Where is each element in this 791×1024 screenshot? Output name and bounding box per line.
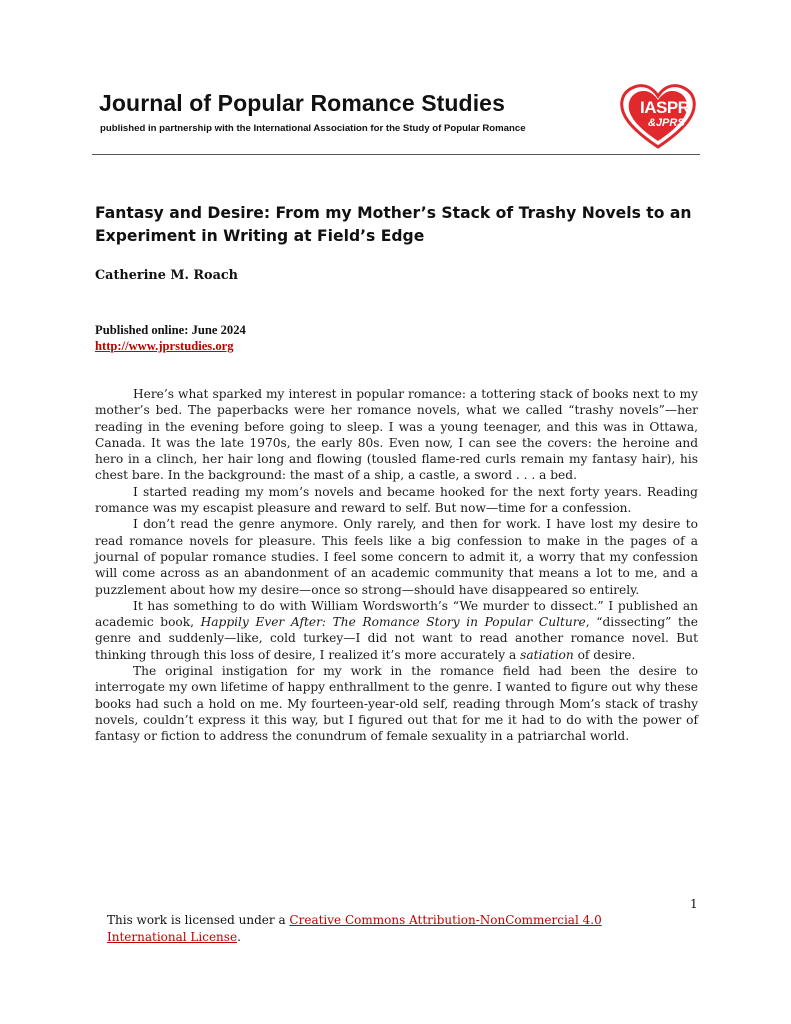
license-link[interactable]: Creative Commons Attribution-NonCommercial 4.0 International License xyxy=(107,913,602,944)
paragraph-4-text-c: of desire. xyxy=(573,647,636,662)
page-number: 1 xyxy=(690,897,698,911)
paragraph-4-text-a: It has something to do with William Wordsworth’s “We murder to dissect.” I published an academic book, xyxy=(95,598,698,630)
license-prefix: This work is licensed under a xyxy=(107,913,290,927)
license-suffix: . xyxy=(237,930,241,944)
published-date: Published online: June 2024 xyxy=(95,323,246,337)
paragraph-3: I don’t read the genre anymore. Only rarely, and then for work. I have lost my desire to read romance novels for pleasure. This feels like a big confession to make in the pages of a journal of popular romance studies. I feel some concern to admit it, a worry that my confession will come across as an abandonment of an academic community that means a lot to me, and a puzzlement about how my desire—once so strong—should have disappeared so entirely. xyxy=(95,517,698,597)
license-notice xyxy=(107,912,627,946)
paragraph-5: The original instigation for my work in the romance field had been the desire to interrogate my own lifetime of happy enthrallment to the genre. I wanted to figure out why these books had such a hold on me. My fourteen-year-old self, reading through Mom’s stack of trashy novels, couldn’t express it this way, but I figured out that for me it had to do with the power of fantasy or fiction to address the conundrum of female sexuality in a patriarchal world. xyxy=(95,664,698,744)
article-author: Catherine M. Roach xyxy=(95,268,238,283)
article-body xyxy=(95,386,698,745)
article-title: Fantasy and Desire: From my Mother’s Stack of Trashy Novels to an Experiment in Writing at Field’s Edge xyxy=(95,204,692,245)
logo-text-iaspr: IASPR xyxy=(640,98,690,117)
journal-website-link[interactable]: http://www.jprstudies.org xyxy=(95,339,234,353)
journal-title: Journal of Popular Romance Studies xyxy=(99,90,505,116)
emphasis-satiation: satiation xyxy=(520,647,574,662)
paragraph-4 xyxy=(95,598,698,663)
logo-text-jprs: &JPRS xyxy=(648,117,685,129)
journal-subtitle: published in partnership with the International Association for the Study of Popular Romance xyxy=(100,123,526,134)
book-title: Happily Ever After: The Romance Story in Popular Culture xyxy=(200,615,586,630)
header-divider xyxy=(92,154,700,155)
paragraph-4-text-b: , “dissecting” the genre and suddenly—like, cold turkey—I did not want to read another romance novel. But thinking through this loss of desire, I realized it’s more accurately a xyxy=(95,615,698,662)
paragraph-2: I started reading my mom’s novels and became hooked for the next forty years. Reading romance was my escapist pleasure and reward to self. But now—time for a confession. xyxy=(95,484,698,516)
paragraph-1: Here’s what sparked my interest in popular romance: a tottering stack of books next to my mother’s bed. The paperbacks were her romance novels, what we called “trashy novels”—her reading in the evening before going to sleep. I was a young teenager, and this was in Ottawa, Canada. It was the late 1970s, the early 80s. Even now, I can see the covers: the heroine and hero in a clinch, her hair long and flowing (tousled flame-red curls remain my fantasy hair), his chest bare. In the background: the mast of a ship, a castle, a sword . . . a bed. xyxy=(95,387,698,483)
